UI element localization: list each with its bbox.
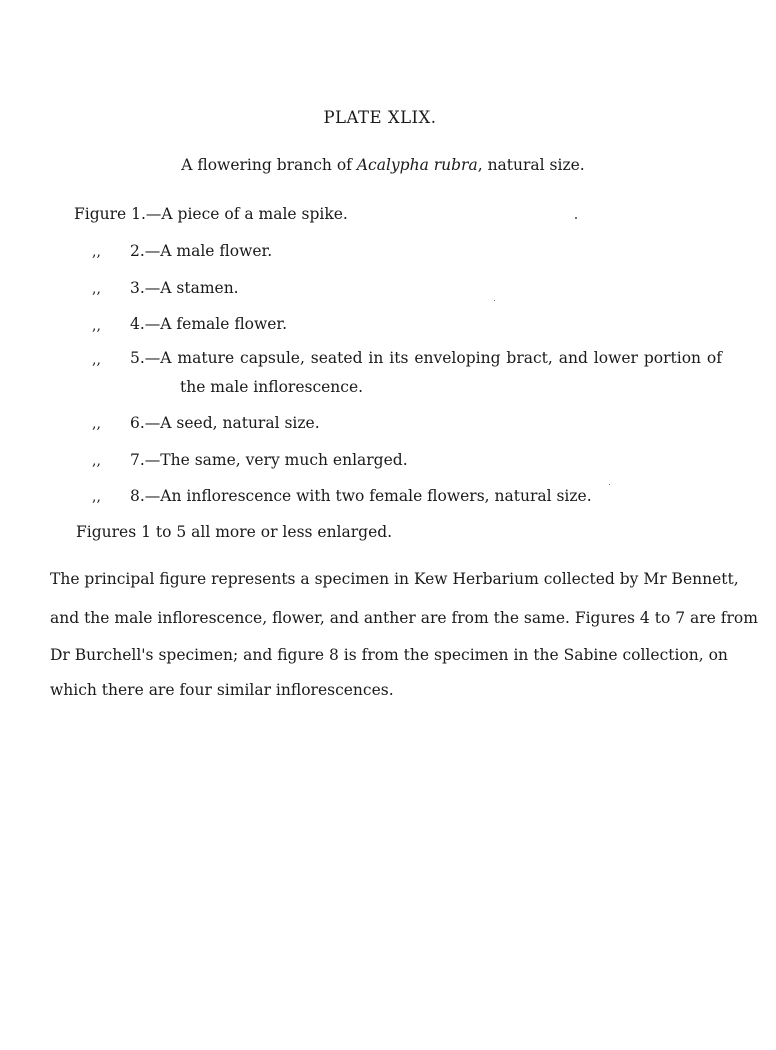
print-speck — [609, 484, 610, 485]
figure-7-caption: 7.—The same, very much enlarged. — [130, 451, 408, 469]
plate-subtitle — [0, 156, 766, 174]
print-speck — [575, 217, 577, 219]
subtitle-suffix: , natural size. — [477, 156, 585, 174]
figure-6-caption: 6.—A seed, natural size. — [130, 414, 320, 432]
ditto-mark: ,, — [92, 318, 101, 334]
ditto-mark: ,, — [92, 453, 101, 469]
figure-2-caption: 2.—A male flower. — [130, 242, 273, 260]
subtitle-prefix: A flowering branch of — [181, 156, 357, 174]
description-line: and the male inflorescence, flower, and anther are from the same. Figures 4 to 7 are from — [50, 609, 758, 627]
print-speck — [494, 300, 495, 301]
ditto-mark: ,, — [92, 352, 101, 368]
figure-5-caption: 5.—A mature capsule, seated in its enveloping bract, and lower portion of — [130, 349, 722, 367]
figure-1-caption: Figure 1.—A piece of a male spike. — [74, 205, 348, 223]
figures-summary: Figures 1 to 5 all more or less enlarged. — [76, 523, 393, 541]
ditto-mark: ,, — [92, 244, 101, 260]
description-line: The principal figure represents a specimen in Kew Herbarium collected by Mr Bennett, — [50, 570, 739, 588]
plate-title: PLATE XLIX. — [323, 108, 437, 127]
figure-8-caption: 8.—An inflorescence with two female flowers, natural size. — [130, 487, 592, 505]
ditto-mark: ,, — [92, 281, 101, 297]
ditto-mark: ,, — [92, 416, 101, 432]
figure-4-caption: 4.—A female flower. — [130, 315, 288, 333]
description-line: Dr Burchell's specimen; and figure 8 is from the specimen in the Sabine collection, on — [50, 646, 728, 664]
figure-3-caption: 3.—A stamen. — [130, 279, 239, 297]
species-name: Acalypha rubra — [356, 156, 478, 174]
figure-5-continuation: the male inflorescence. — [180, 378, 364, 396]
ditto-mark: ,, — [92, 489, 101, 505]
description-line: which there are four similar inflorescences. — [50, 681, 394, 699]
